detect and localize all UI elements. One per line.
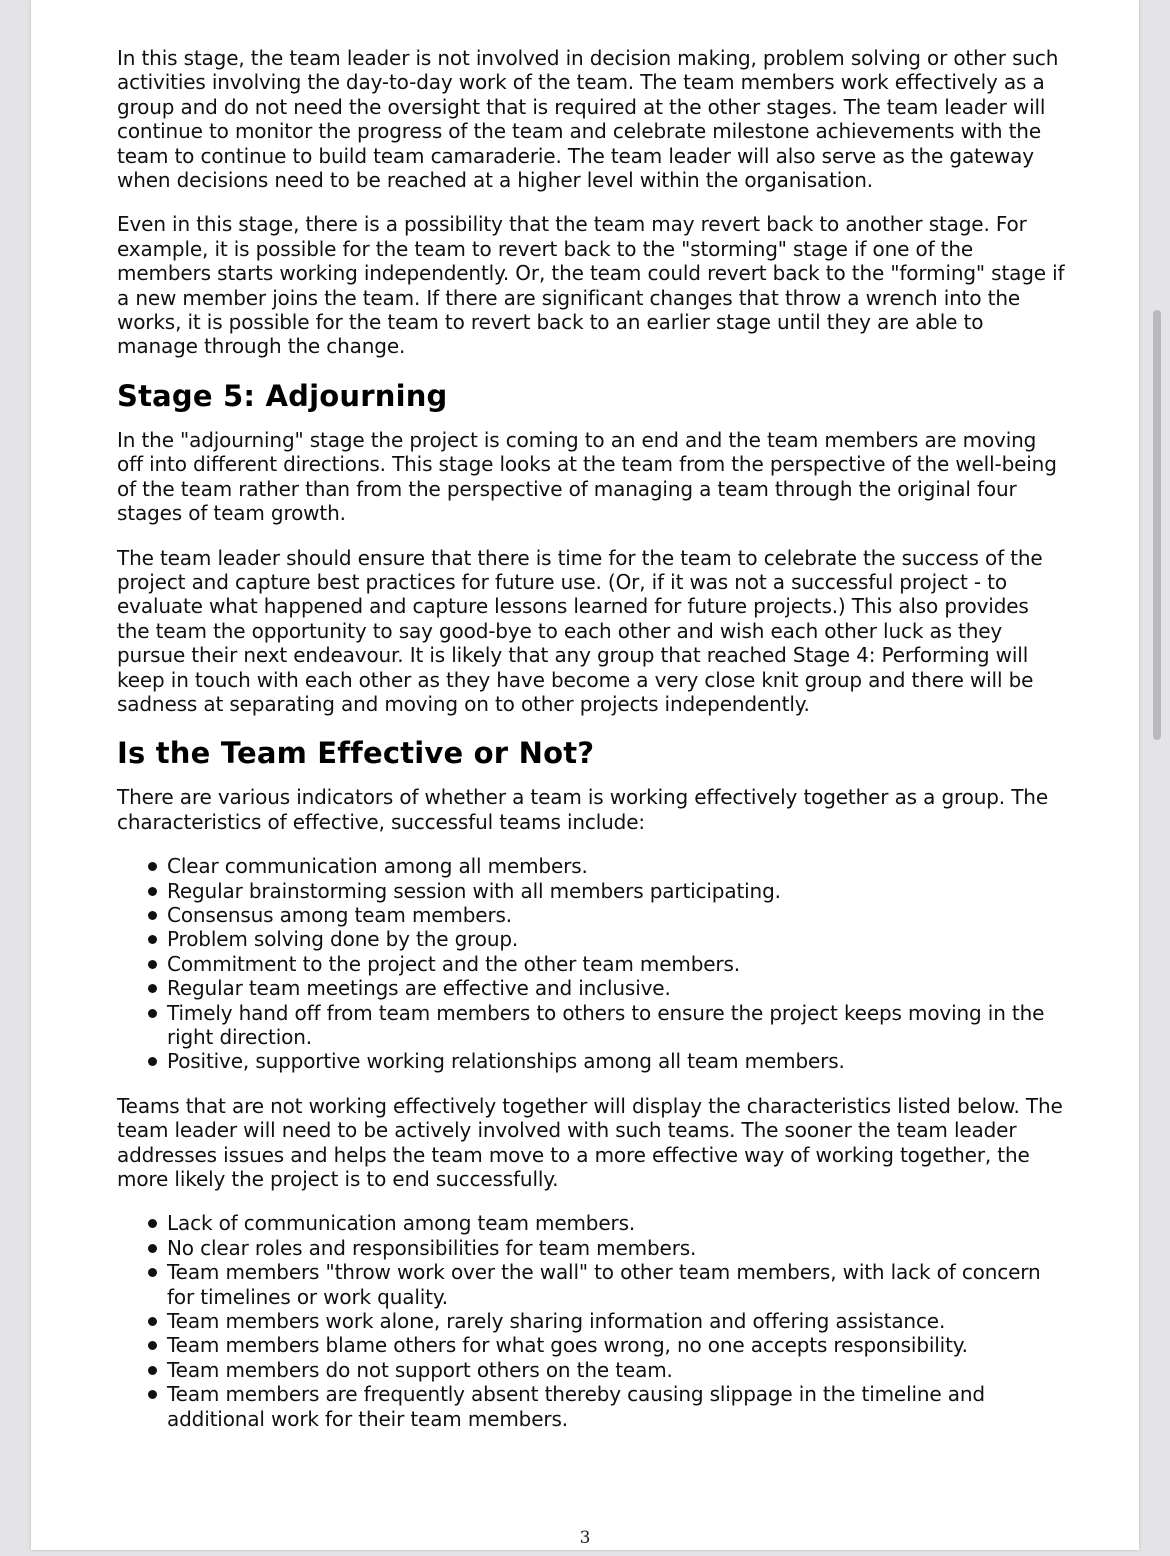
- document-page: [31, 0, 1139, 1550]
- heading-team-effective: Is the Team Effective or Not?: [117, 736, 595, 771]
- list-item: Team members are frequently absent thereby causing slippage in the timeline and additional work for their team members.: [167, 1382, 1067, 1431]
- paragraph-performing-leader: In this stage, the team leader is not involved in decision making, problem solving or other such activities involving the day-to-day work of the team. The team members work effectively as a group and do not need the oversight that is required at the other stages. The team leader will continue to monitor the progress of the team and celebrate milestone achievements with the team to continue to build team camaraderie. The team leader will also serve as the gateway when decisions need to be reached at a higher level within the organisation.: [117, 46, 1059, 193]
- list-item: Consensus among team members.: [167, 903, 1067, 927]
- list-item: Timely hand off from team members to others to ensure the project keeps moving in the right direction.: [167, 1001, 1067, 1050]
- list-item: Positive, supportive working relationships among all team members.: [167, 1049, 1067, 1073]
- paragraph-adjourning-intro: In the "adjourning" stage the project is coming to an end and the team members are moving off into different directions. This stage looks at the team from the perspective of the well-being of the team rather than from the perspective of managing a team through the original four stages of team growth.: [117, 427, 1057, 526]
- page-number: 3: [579, 1528, 591, 1548]
- list-item: Team members do not support others on the team.: [167, 1358, 1067, 1382]
- list-item: Team members blame others for what goes wrong, no one accepts responsibility.: [167, 1333, 1067, 1357]
- list-item: Regular team meetings are effective and inclusive.: [167, 976, 1067, 1000]
- vertical-scrollbar[interactable]: [1153, 310, 1161, 740]
- list-item: Regular brainstorming session with all members participating.: [167, 879, 1067, 903]
- page-content: [117, 46, 1067, 1451]
- list-item: Lack of communication among team members.: [167, 1211, 1067, 1235]
- paragraph-revert-stage: Even in this stage, there is a possibility that the team may revert back to another stage. For example, it is possible for the team to revert back to the "storming" stage if one of the members starts working independently. Or, the team could revert back to the "forming" stage if a new member joins the team. If there are significant changes that throw a wrench into the works, it is possible for the team to revert back to an earlier stage until they are able to manage through the change.: [117, 212, 1065, 359]
- ineffective-characteristics-list: [117, 1211, 1067, 1431]
- paragraph-effective-intro: There are various indicators of whether a team is working effectively together as a group. The characteristics of effective, successful teams include:: [117, 785, 1048, 834]
- effective-characteristics-list: [117, 854, 1067, 1074]
- list-item: Clear communication among all members.: [167, 854, 1067, 878]
- list-item: Commitment to the project and the other team members.: [167, 952, 1067, 976]
- list-item: Team members work alone, rarely sharing information and offering assistance.: [167, 1309, 1067, 1333]
- list-item: No clear roles and responsibilities for team members.: [167, 1236, 1067, 1260]
- list-item: Team members "throw work over the wall" to other team members, with lack of concern for timelines or work quality.: [167, 1260, 1067, 1309]
- heading-stage5-adjourning: Stage 5: Adjourning: [117, 378, 448, 413]
- paragraph-adjourning-celebrate: The team leader should ensure that there is time for the team to celebrate the success of the project and capture best practices for future use. (Or, if it was not a successful project - to evaluate what happened and capture lessons learned for future projects.) This also provides the team the opportunity to say good-bye to each other and wish each other luck as they pursue their next endeavour. It is likely that any group that reached Stage 4: Performing will keep in touch with each other as they have become a very close knit group and there will be sadness at separating and moving on to other projects independently.: [117, 545, 1043, 716]
- paragraph-ineffective-intro: Teams that are not working effectively together will display the characteristics listed below. The team leader will need to be actively involved with such teams. The sooner the team leader addresses issues and helps the team move to a more effective way of working together, the more likely the project is to end successfully.: [117, 1093, 1063, 1192]
- list-item: Problem solving done by the group.: [167, 927, 1067, 951]
